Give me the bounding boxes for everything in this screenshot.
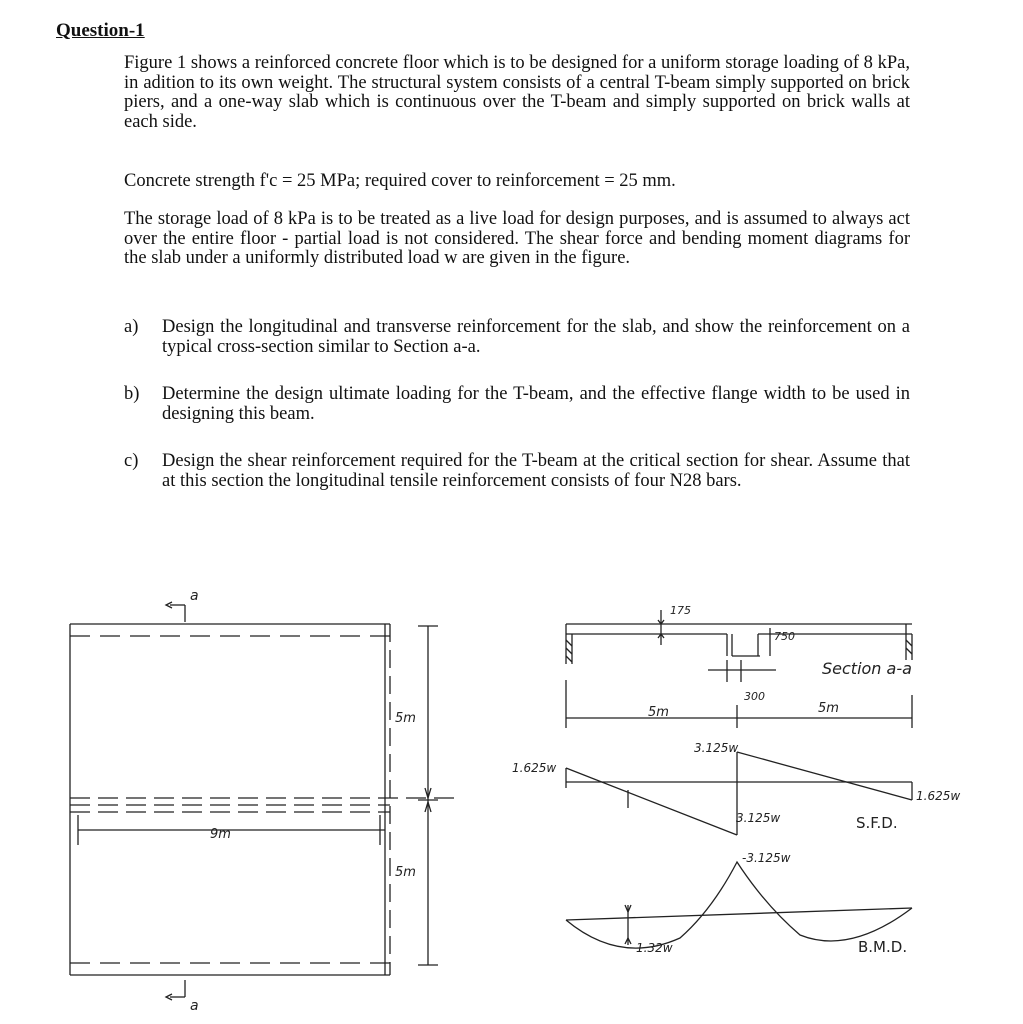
bmd-span-value: 1.32w [636, 941, 673, 955]
item-label: b) [124, 384, 140, 404]
section-span-left: 5m [648, 705, 669, 720]
section-span-right: 5m [818, 701, 839, 716]
bmd-title: B.M.D. [858, 938, 908, 956]
sfd-mid-bottom-value: 3.125w [736, 811, 781, 825]
plan-length: 9m [210, 827, 231, 842]
plan-span-top: 5m [395, 711, 416, 726]
bmd-support-value: -3.125w [742, 851, 791, 865]
floor-plan [70, 602, 460, 1000]
sfd-left-value: 1.625w [512, 761, 557, 775]
section-mark-top: a [190, 588, 199, 604]
item-text: Design the shear reinforcement required for the T-beam at the critical section for shear. Assume that at this section the longitudinal tensile reinforcement consists of four N28 bars. [162, 451, 910, 491]
item-text: Determine the design ultimate loading for the T-beam, and the effective flange width to be used in designing this beam. [162, 384, 910, 424]
beam-depth: 750 [774, 630, 795, 643]
section-mark-bottom: a [190, 998, 199, 1014]
sfd-title: S.F.D. [856, 814, 898, 832]
bmd-diagram [566, 862, 912, 948]
beam-width: 300 [744, 690, 765, 703]
question-heading: Question-1 [56, 20, 145, 41]
item-label: a) [124, 317, 139, 337]
sfd-right-value: 1.625w [916, 789, 961, 803]
slab-thickness: 175 [670, 604, 691, 617]
item-text: Design the longitudinal and transverse reinforcement for the slab, and show the reinforcement on a typical cross-section similar to Section a-a. [162, 317, 910, 357]
material-paragraph: Concrete strength f'c = 25 MPa; required cover to reinforcement = 25 mm. [124, 171, 676, 191]
intro-paragraph: Figure 1 shows a reinforced concrete floor which is to be designed for a uniform storage loading of 8 kPa, in adition to its own weight. The structural system consists of a central T-beam simply supported on brick piers, and a one-way slab which is continuous over the T-beam and simply supported on brick walls at each side. [124, 53, 910, 132]
section-title: Section a-a [822, 659, 912, 678]
item-label: c) [124, 451, 139, 471]
plan-span-bottom: 5m [395, 865, 416, 880]
loading-paragraph: The storage load of 8 kPa is to be treated as a live load for design purposes, and is assumed to always act over the entire floor - partial load is not considered. The shear force and bending moment diagrams for the slab under a uniformly distributed load w are given in the figure. [124, 209, 910, 268]
sfd-mid-top-value: 3.125w [694, 741, 739, 755]
